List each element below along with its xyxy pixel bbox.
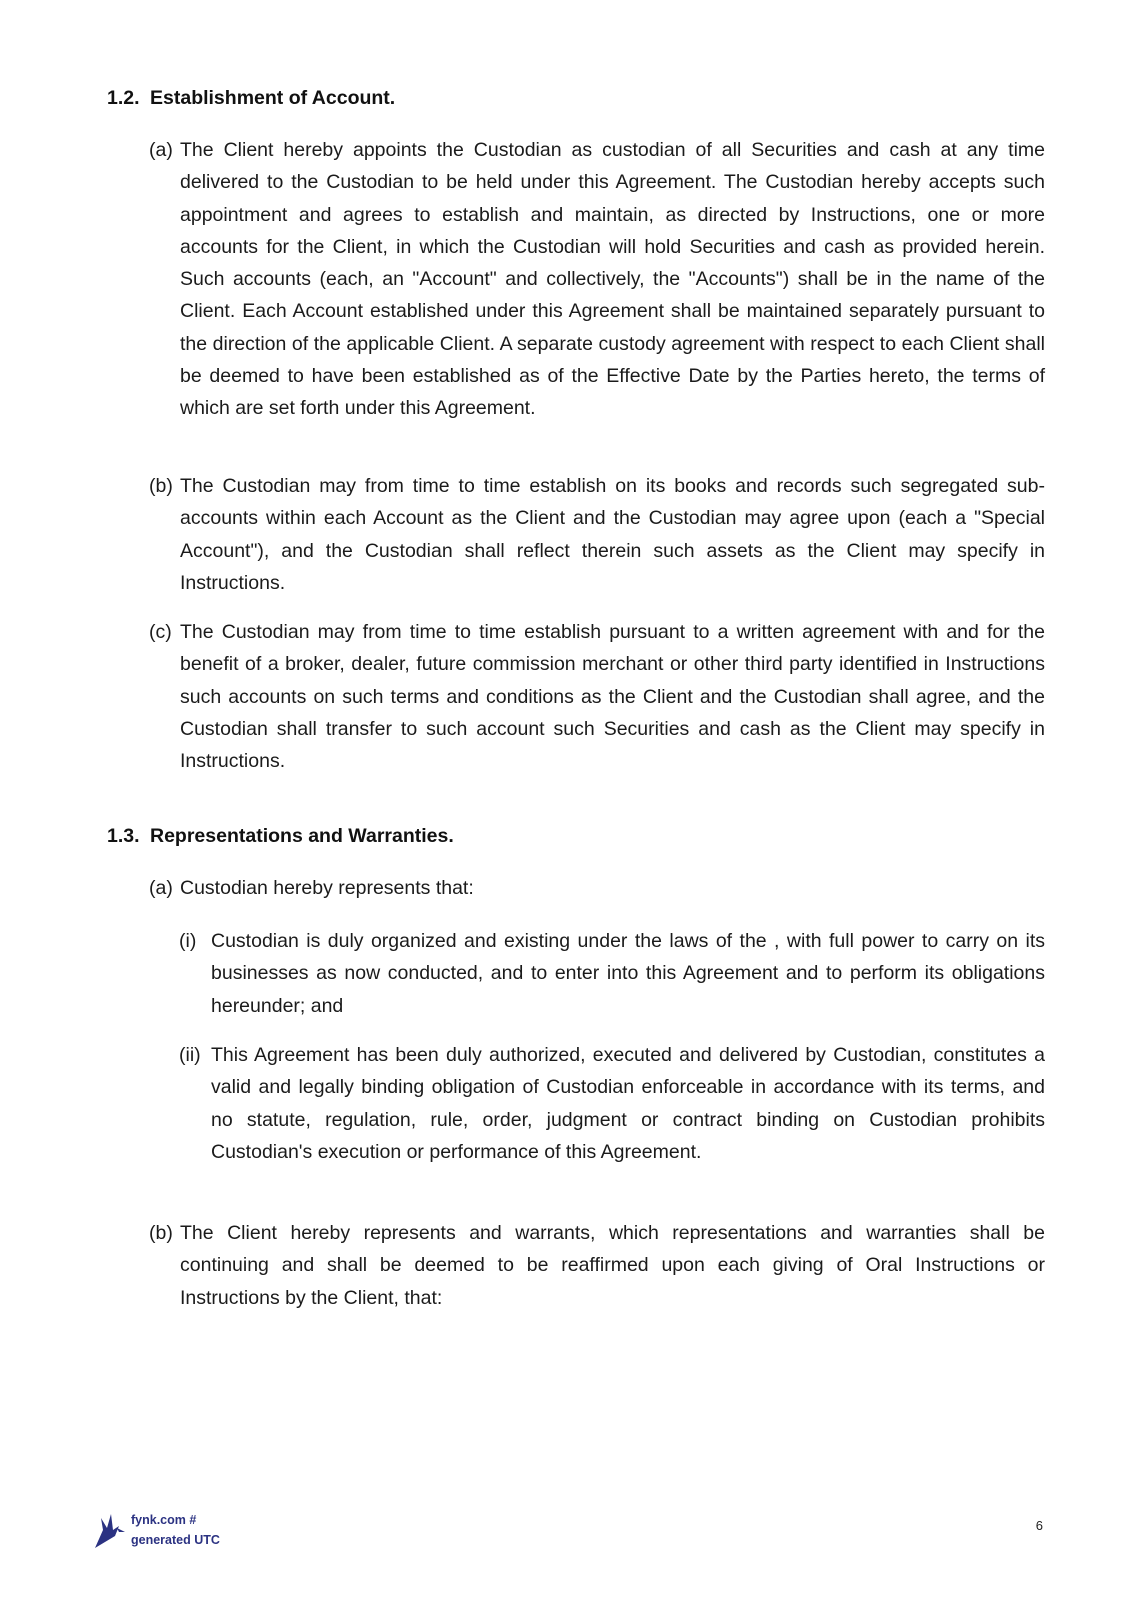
clause-text: The Custodian may from time to time establish pursuant to a written agreement with and for the benefit of a broker, dealer, future commission merchant or other third party identified in Instructions such accounts on such terms and conditions as the Client and the Custodian shall agree, and the Custodian shall transfer to such account such Securities and cash as the Client may specify in Instructions. — [180, 621, 1045, 773]
subclause-1-3-a-i — [179, 925, 1045, 1022]
clause-marker: (a) — [149, 877, 173, 899]
subclause-1-3-a-ii — [179, 1039, 1045, 1168]
clause-1-2-b — [149, 470, 1045, 599]
clause-text: The Custodian may from time to time establish on its books and records such segregated sub-accounts within each Account as the Client and the Custodian may agree upon (each a "Special Account"), and the Custodian shall reflect therein such assets as the Client may specify in Instructions. — [180, 475, 1045, 594]
clause-marker: (b) — [149, 475, 173, 497]
page-number: 6 — [1035, 1518, 1043, 1533]
footer-text — [131, 1510, 220, 1550]
clause-text: The Client hereby appoints the Custodian as custodian of all Securities and cash at any time delivered to the Custodian to be held under this Agreement. The Custodian hereby accepts such appointment and agrees to establish and maintain, as directed by Instructions, one or more accounts for the Client, in which the Custodian will hold Securities and cash as provided herein. Such accounts (each, an "Account" and collectively, the "Accounts") shall be in the name of the Client. Each Account established under this Agreement shall be maintained separately pursuant to the direction of the applicable Client. A separate custody agreement with respect to each Client shall be deemed to have been established as of the Effective Date by the Parties hereto, the terms of which are set forth under this Agreement. — [180, 139, 1045, 420]
page-footer — [93, 1508, 1053, 1558]
section-heading-1-2 — [107, 86, 395, 110]
subclause-marker: (i) — [179, 930, 197, 952]
clause-1-3-b — [149, 1217, 1045, 1314]
section-number: 1.3. — [107, 825, 140, 847]
clause-1-2-c — [149, 616, 1045, 777]
clause-1-2-a — [149, 134, 1045, 425]
clause-1-3-a — [149, 872, 1045, 904]
footer-line-1: fynk.com # — [131, 1513, 197, 1527]
section-number: 1.2. — [107, 87, 140, 109]
subclause-text: This Agreement has been duly authorized, executed and delivered by Custodian, constitutes a valid and legally binding obligation of Custodian enforceable in accordance with its terms, and no statute, regulation, rule, order, judgment or contract binding on Custodian prohibits Custodian's execution or performance of this Agreement. — [211, 1044, 1045, 1163]
footer-line-2: generated UTC — [131, 1533, 220, 1547]
clause-text: The Client hereby represents and warrants, which representations and warranties shall be continuing and shall be deemed to be reaffirmed upon each giving of Oral Instructions or Instructions by the Client, that: — [180, 1222, 1045, 1309]
clause-marker: (a) — [149, 139, 173, 161]
clause-marker: (c) — [149, 621, 172, 643]
subclause-marker: (ii) — [179, 1044, 201, 1066]
subclause-text: Custodian is duly organized and existing under the laws of the , with full power to carry on its businesses as now conducted, and to enter into this Agreement and to perform its obligations hereunder; and — [211, 930, 1045, 1017]
clause-text: Custodian hereby represents that: — [180, 877, 474, 899]
section-title: Representations and Warranties. — [150, 825, 454, 847]
section-title: Establishment of Account. — [150, 87, 396, 109]
clause-marker: (b) — [149, 1222, 173, 1244]
section-heading-1-3 — [107, 824, 454, 848]
fynk-bird-logo-icon — [93, 1510, 127, 1550]
